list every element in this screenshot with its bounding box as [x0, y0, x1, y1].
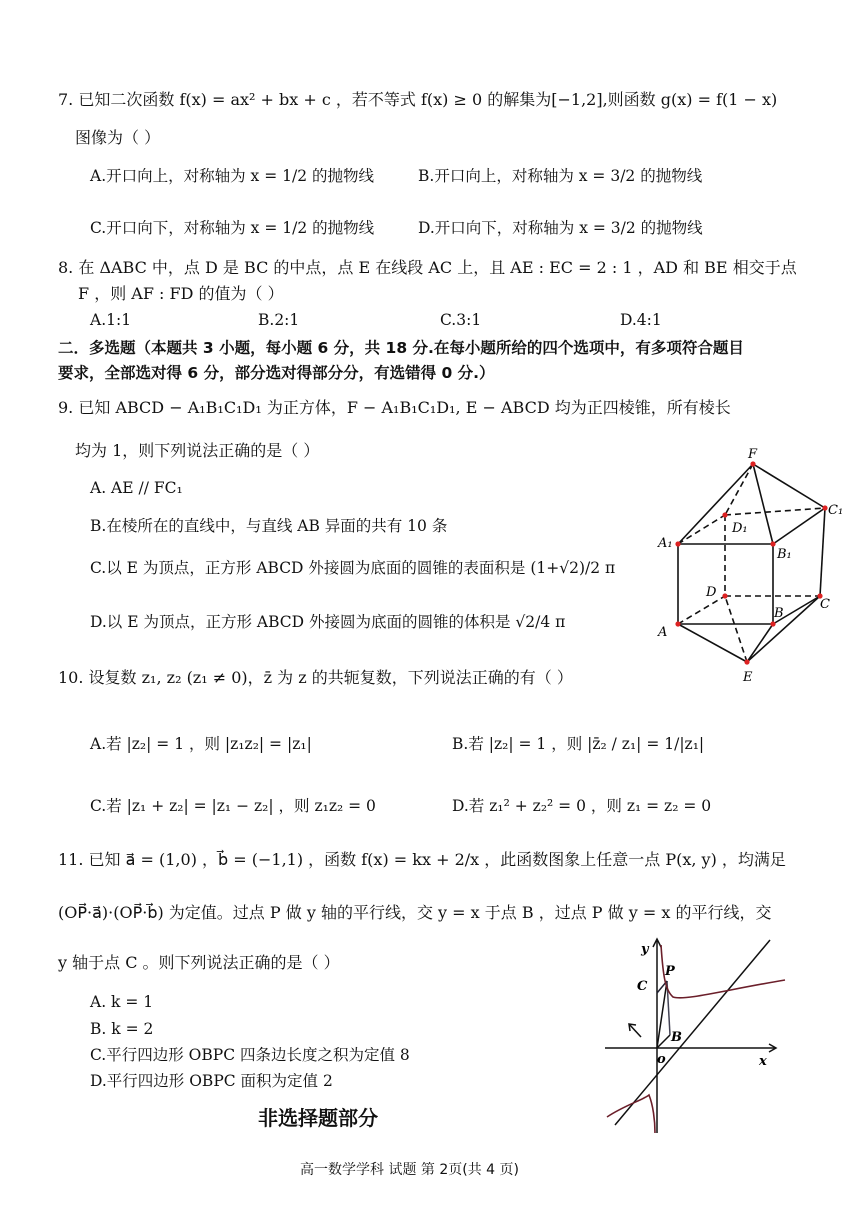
- q9-option-d: D.以 E 为顶点，正方形 ABCD 外接圆为底面的圆锥的体积是 √2/4 π: [90, 613, 566, 631]
- label-D1: D₁: [732, 521, 748, 536]
- q8-option-c: C.3:1: [440, 311, 482, 329]
- q11-option-c: C.平行四边形 OBPC 四条边长度之积为定值 8: [90, 1046, 410, 1064]
- q9-cube-figure: [650, 448, 850, 688]
- q9-option-a: A. AE // FC₁: [90, 479, 183, 497]
- q10-stem: 10. 设复数 z₁, z₂ (z₁ ≠ 0)，z̄ 为 z 的共轭复数，下列说法正确的有（ ）: [58, 668, 573, 687]
- graph-label-B: B: [671, 1030, 682, 1045]
- graph-label-C: C: [637, 979, 648, 994]
- q10-option-b: B.若 |z₂| = 1 ，则 |z̄₂ / z₁| = 1/|z₁|: [452, 735, 705, 753]
- label-D: D: [706, 585, 717, 600]
- q11-function-graph: [605, 935, 795, 1135]
- q11-stem-line2: (OP⃗·a⃗)·(OP⃗·b⃗) 为定值。过点 P 做 y 轴的平行线，交 y = x 于点 B ，过点 P 做 y = x 的平行线，交: [58, 903, 772, 922]
- section2-instructions-line2: 要求，全部选对得 6 分，部分选对得部分分，有选错得 0 分.）: [58, 364, 495, 382]
- q11-stem-line1: 11. 已知 a⃗ = (1,0) ，b⃗ = (−1,1) ，函数 f(x) = kx + 2/x ，此函数图象上任意一点 P(x, y) ，均满足: [58, 850, 786, 869]
- q10-option-c: C.若 |z₁ + z₂| = |z₁ − z₂| ，则 z₁z₂ = 0: [90, 797, 376, 815]
- label-B1: B₁: [777, 547, 792, 562]
- page-footer: 高一数学学科 试题 第 2页(共 4 页): [300, 1162, 519, 1178]
- graph-label-x: x: [759, 1054, 767, 1069]
- label-C1: C₁: [828, 503, 844, 518]
- q9-stem-line2: 均为 1，则下列说法正确的是（ ）: [75, 441, 320, 460]
- q11-stem-line3: y 轴于点 C 。则下列说法正确的是（ ）: [58, 953, 340, 972]
- graph-label-P: P: [665, 964, 675, 979]
- q7-stem-line1: 7. 已知二次函数 f(x) = ax² + bx + c ，若不等式 f(x) ≥ 0 的解集为[−1,2],则函数 g(x) = f(1 − x): [58, 90, 778, 109]
- q11-option-a: A. k = 1: [90, 993, 154, 1011]
- q9-stem-line1: 9. 已知 ABCD − A₁B₁C₁D₁ 为正方体，F − A₁B₁C₁D₁, E − ABCD 均为正四棱锥，所有棱长: [58, 398, 731, 417]
- q7-option-c: C.开口向下，对称轴为 x = 1/2 的抛物线: [90, 219, 375, 237]
- q8-option-a: A.1:1: [90, 311, 132, 329]
- q8-stem-line1: 8. 在 ΔABC 中，点 D 是 BC 的中点，点 E 在线段 AC 上，且 AE : EC = 2 : 1 ，AD 和 BE 相交于点: [58, 258, 797, 277]
- graph-label-origin: o: [657, 1052, 666, 1067]
- non-choice-section-heading: 非选择题部分: [258, 1106, 378, 1130]
- q11-option-b: B. k = 2: [90, 1020, 154, 1038]
- q7-option-a: A.开口向上，对称轴为 x = 1/2 的抛物线: [90, 167, 375, 185]
- section2-instructions-line1: 二．多选题（本题共 3 小题，每小题 6 分，共 18 分.在每小题所给的四个选项中，有多项符合题目: [58, 339, 744, 357]
- q11-option-d: D.平行四边形 OBPC 面积为定值 2: [90, 1072, 333, 1090]
- label-C: C: [820, 597, 830, 612]
- label-F: F: [748, 447, 758, 462]
- graph-label-y: y: [641, 942, 649, 957]
- q9-option-b: B.在棱所在的直线中，与直线 AB 异面的共有 10 条: [90, 517, 448, 535]
- label-E: E: [743, 670, 753, 685]
- label-A1: A₁: [658, 536, 673, 551]
- q7-option-d: D.开口向下，对称轴为 x = 3/2 的抛物线: [418, 219, 703, 237]
- q8-stem-line2: F ，则 AF : FD 的值为（ ）: [78, 284, 284, 303]
- q7-stem-line2: 图像为（ ）: [75, 128, 161, 147]
- q8-option-b: B.2:1: [258, 311, 300, 329]
- q10-option-d: D.若 z₁² + z₂² = 0 ，则 z₁ = z₂ = 0: [452, 797, 712, 815]
- q8-option-d: D.4:1: [620, 311, 662, 329]
- q10-option-a: A.若 |z₂| = 1 ，则 |z₁z₂| = |z₁|: [90, 735, 312, 753]
- label-B: B: [774, 606, 784, 621]
- label-A: A: [658, 625, 668, 640]
- q9-option-c: C.以 E 为顶点，正方形 ABCD 外接圆为底面的圆锥的表面积是 (1+√2)/2 π: [90, 559, 616, 577]
- q7-option-b: B.开口向上，对称轴为 x = 3/2 的抛物线: [418, 167, 703, 185]
